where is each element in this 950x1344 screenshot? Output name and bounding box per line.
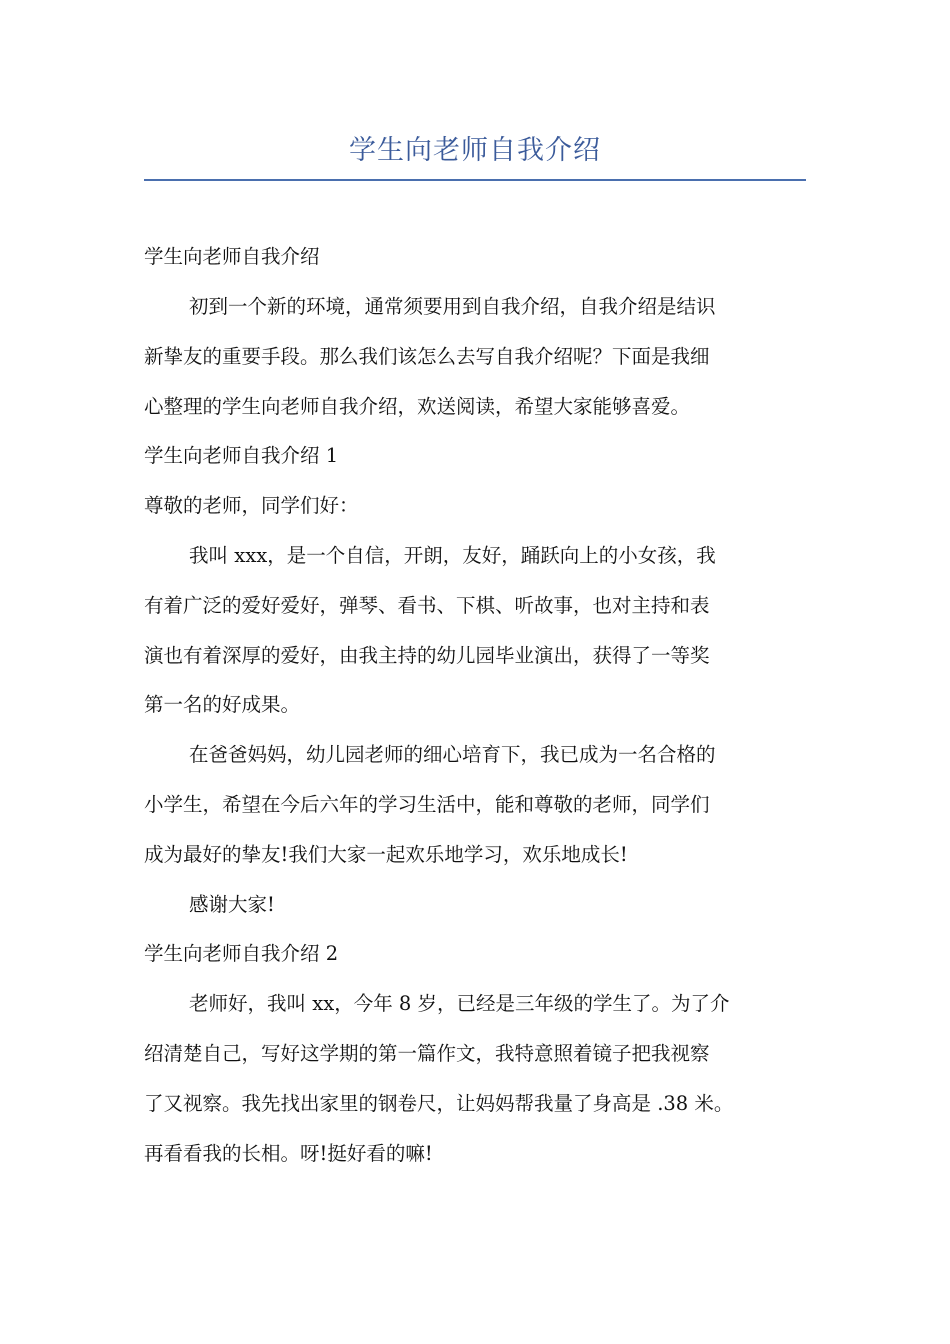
paragraph-line: 演也有着深厚的爱好，由我主持的幼儿园毕业演出，获得了一等奖 — [144, 644, 710, 667]
paragraph-line: 了又视察。我先找出家里的钢卷尺，让妈妈帮我量了身高是 .38 米。 — [144, 1092, 734, 1115]
paragraph-line: 老师好，我叫 xx，今年 8 岁，已经是三年级的学生了。为了介 — [189, 992, 730, 1015]
paragraph-line: 成为最好的挚友!我们大家一起欢乐地学习，欢乐地成长! — [144, 843, 628, 866]
section-heading: 学生向老师自我介绍 1 — [144, 444, 339, 467]
paragraph-line: 心整理的学生向老师自我介绍，欢送阅读，希望大家能够喜爱。 — [144, 395, 691, 418]
paragraph-line: 第一名的好成果。 — [144, 693, 301, 716]
document-title: 学生向老师自我介绍 — [349, 135, 601, 166]
section-heading: 学生向老师自我介绍 — [144, 245, 320, 268]
paragraph-line: 初到一个新的环境，通常须要用到自我介绍，自我介绍是结识 — [189, 295, 716, 318]
paragraph-line: 有着广泛的爱好爱好，弹琴、看书、下棋、听故事，也对主持和表 — [144, 594, 710, 617]
paragraph-line: 在爸爸妈妈，幼儿园老师的细心培育下，我已成为一名合格的 — [189, 743, 716, 766]
paragraph-line: 我叫 xxx，是一个自信，开朗，友好，踊跃向上的小女孩，我 — [189, 544, 716, 567]
paragraph-line: 绍清楚自己，写好这学期的第一篇作文，我特意照着镜子把我视察 — [144, 1042, 710, 1065]
paragraph-line: 小学生，希望在今后六年的学习生活中，能和尊敬的老师，同学们 — [144, 793, 710, 816]
paragraph-line: 感谢大家! — [189, 893, 275, 916]
paragraph-line: 再看看我的长相。呀!挺好看的嘛! — [144, 1142, 433, 1165]
greeting-line: 尊敬的老师，同学们好： — [144, 494, 359, 517]
section-heading: 学生向老师自我介绍 2 — [144, 942, 339, 965]
paragraph-line: 新挚友的重要手段。那么我们该怎么去写自我介绍呢？下面是我细 — [144, 345, 710, 368]
title-underline — [144, 179, 806, 181]
